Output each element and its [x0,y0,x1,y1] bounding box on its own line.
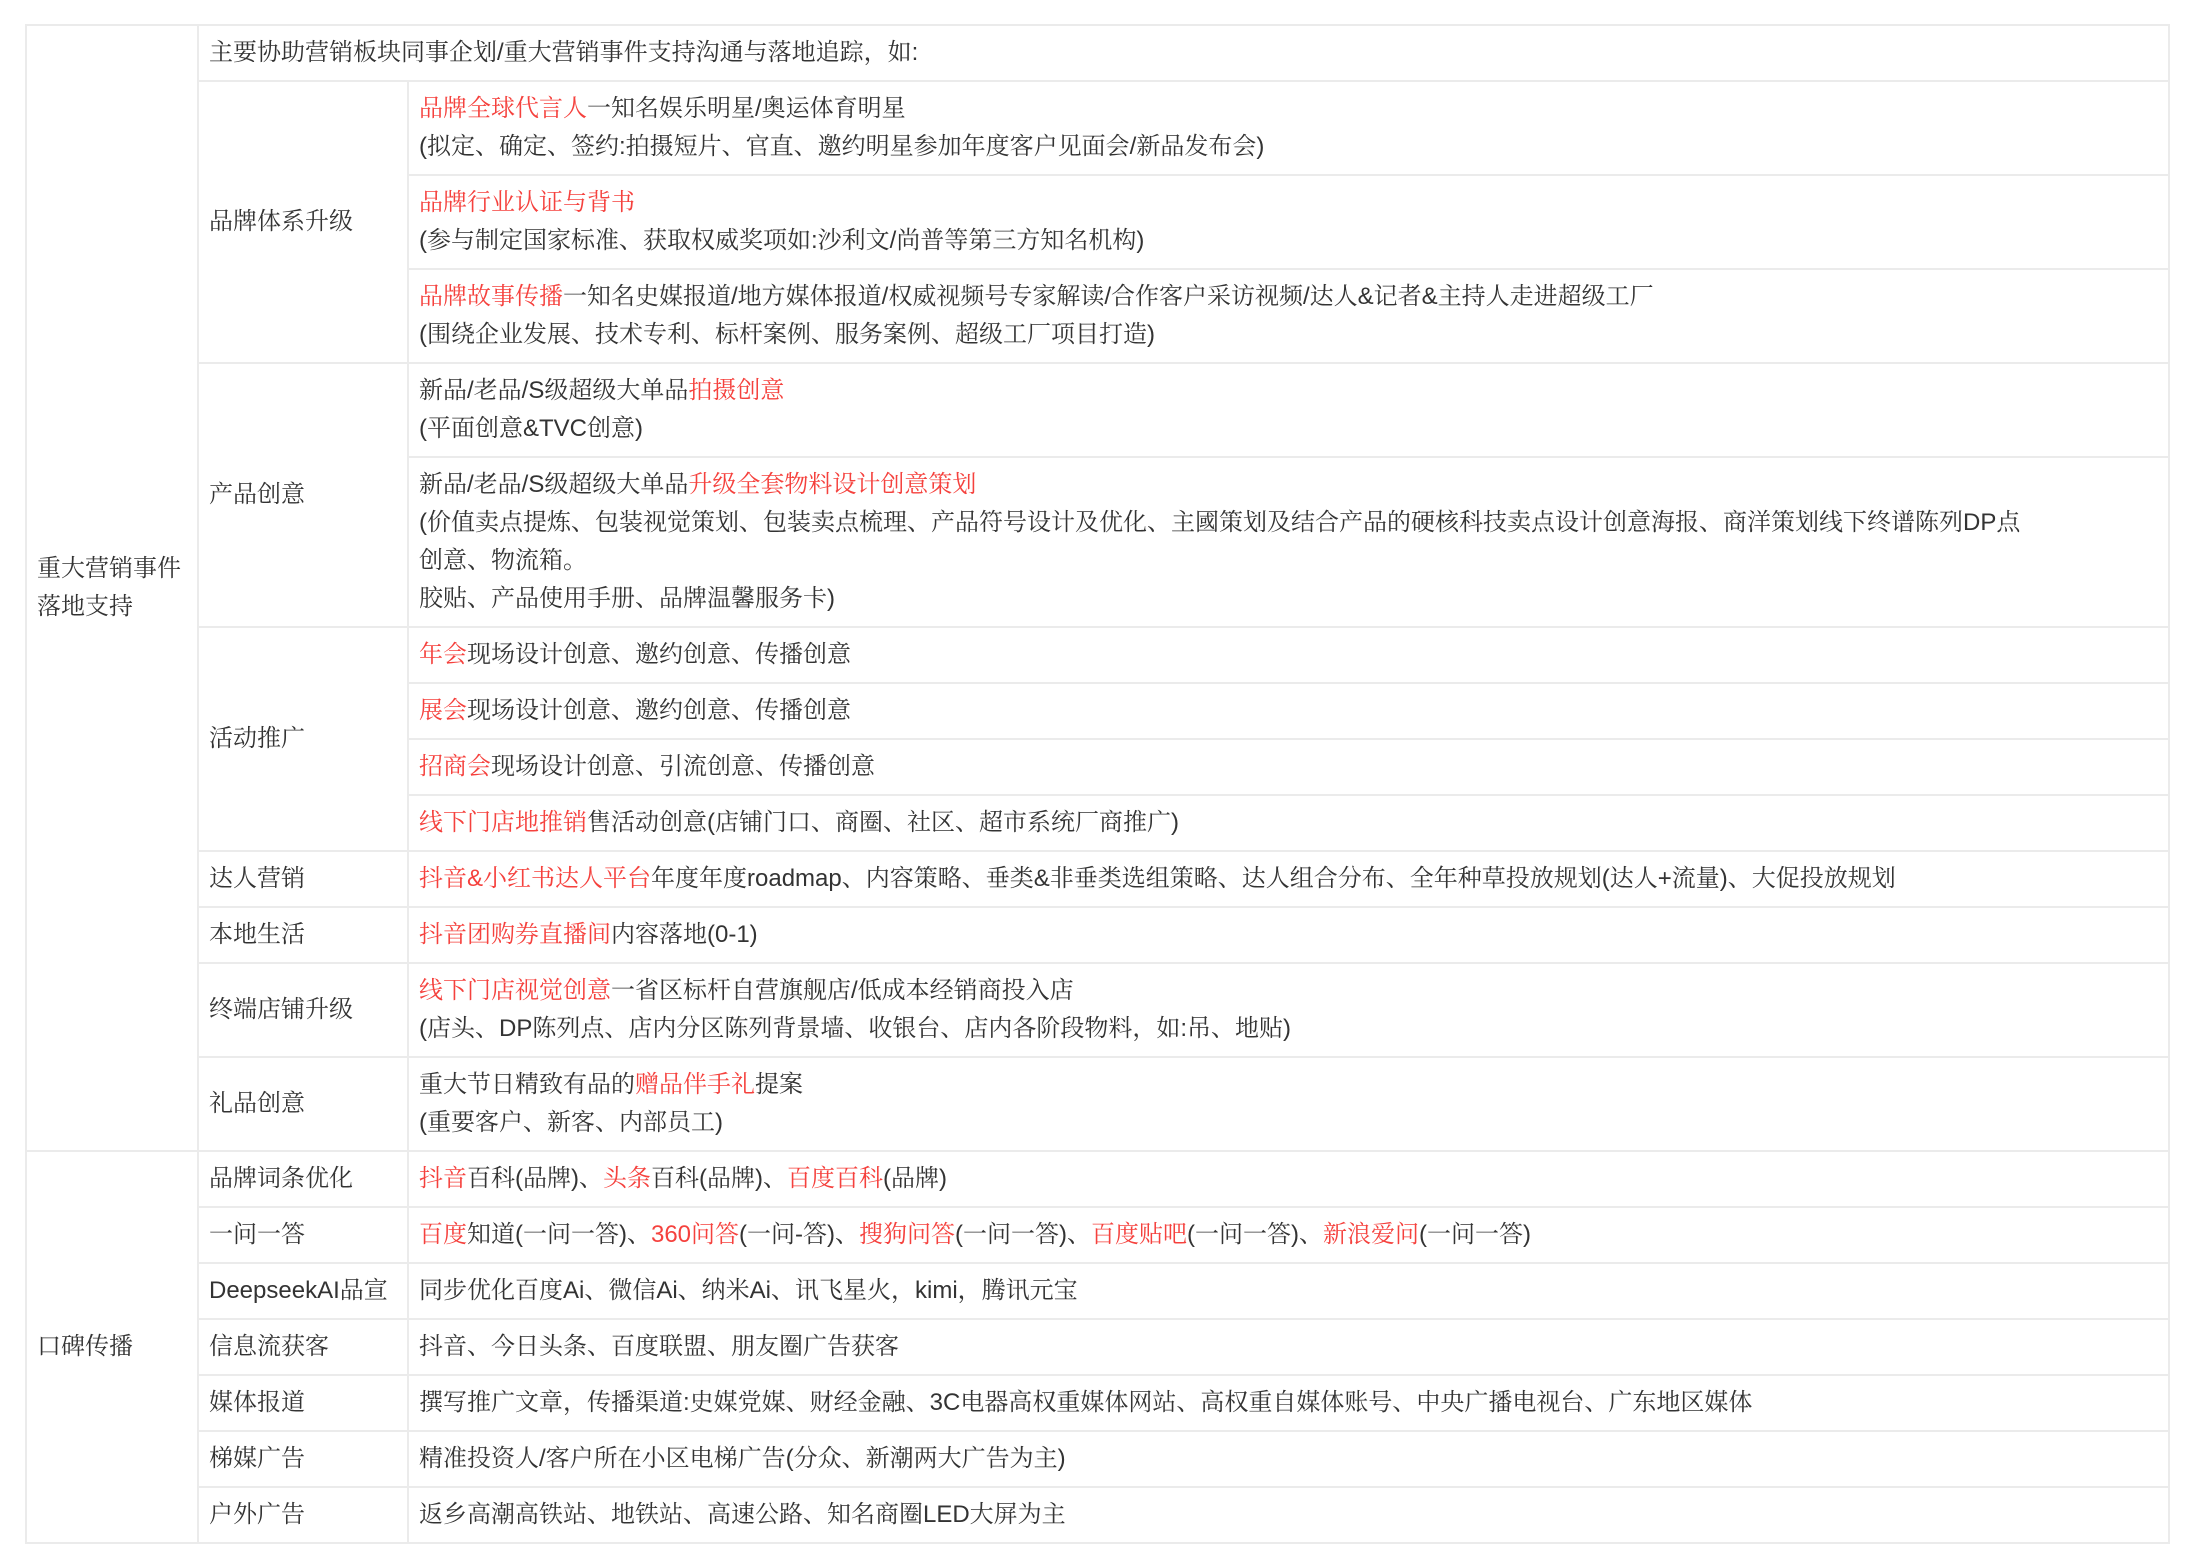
highlight-text: 品牌行业认证与背书 [419,189,635,216]
detail-line [419,1272,2158,1310]
item-detail-cell [408,1151,2169,1207]
intro-row [26,25,2169,81]
table-row [26,1319,2169,1375]
detail-text: 百科(品牌)、 [650,1165,787,1192]
item-detail-cell [408,269,2169,363]
highlight-text: 品牌全球代言人 [419,95,587,122]
category-label: DeepseekAI品宣 [198,1263,408,1319]
item-detail-cell [408,795,2169,851]
detail-line [419,804,2158,842]
category-label: 媒体报道 [198,1375,408,1431]
detail-text: 胶贴、产品使用手册、品牌温馨服务卡) [419,585,835,612]
table-row [26,1207,2169,1263]
item-detail-cell [408,1263,2169,1319]
table-row [26,627,2169,683]
category-label: 达人营销 [198,851,408,907]
detail-text: 知道(一问一答)、 [467,1221,651,1248]
detail-text: (一问-答)、 [739,1221,860,1248]
detail-text: 一省区标杆自营旗舰店/低成本经销商投入店 [611,977,1074,1004]
detail-text: 精准投资人/客户所在小区电梯广告(分众、新潮两大广告为主) [419,1445,1066,1472]
detail-line [419,504,2158,542]
category-label: 梯媒广告 [198,1431,408,1487]
highlight-text: 品牌故事传播 [419,283,563,310]
detail-text: 重大节日精致有品的 [419,1071,635,1098]
category-label: 品牌体系升级 [198,81,408,363]
marketing-plan-table [25,24,2170,1544]
category-label: 活动推广 [198,627,408,851]
detail-line [419,316,2158,354]
detail-line [419,1496,2158,1534]
item-detail-cell [408,1431,2169,1487]
highlight-text: 抖音 [419,1165,467,1192]
detail-text: 一知名史媒报道/地方媒体报道/权威视频号专家解读/合作客户采访视频/达人&记者&主持人走进超级工厂 [563,283,1654,310]
section-label-cell [26,1151,198,1543]
item-detail-cell [408,363,2169,457]
intro-text: 主要协助营销板块同事企划/重大营销事件支持沟通与落地追踪，如: [198,25,2169,81]
detail-line [419,916,2158,954]
highlight-text: 展会 [419,697,467,724]
detail-text: 返乡高潮高铁站、地铁站、高速公路、知名商圈LED大屏为主 [419,1501,1066,1528]
detail-line [419,636,2158,674]
highlight-text: 抖音团购券直播间 [419,921,611,948]
category-label: 产品创意 [198,363,408,627]
item-detail-cell [408,851,2169,907]
category-label: 户外广告 [198,1487,408,1543]
highlight-text: 360问答 [650,1221,740,1248]
detail-text: 新品/老品/S级超级大单品 [419,377,689,404]
detail-text: 百科(品牌)、 [467,1165,603,1192]
detail-line [419,372,2158,410]
detail-line [419,1216,2158,1254]
highlight-text: 升级全套物料设计创意策划 [688,471,977,498]
table-row [26,1057,2169,1151]
table-row [26,81,2169,175]
item-detail-cell [408,1375,2169,1431]
detail-line [419,542,2158,580]
detail-line [419,410,2158,448]
highlight-text: 赠品伴手礼 [635,1071,755,1098]
table-row [26,851,2169,907]
detail-line [419,278,2158,316]
detail-text: 现场设计创意、邀约创意、传播创意 [467,697,851,724]
detail-line [419,1010,2158,1048]
detail-text: (一问一答) [1418,1221,1531,1248]
detail-line [419,222,2158,260]
detail-line [419,580,2158,618]
item-detail-cell [408,175,2169,269]
table-row [26,1375,2169,1431]
table-row [26,1263,2169,1319]
highlight-text: 年会 [419,641,467,668]
category-label: 本地生活 [198,907,408,963]
section-label: 口碑传播 [37,1333,133,1360]
table-row [26,963,2169,1057]
highlight-text: 百度贴吧 [1091,1221,1187,1248]
detail-line [419,1066,2158,1104]
detail-text: 内容落地(0-1) [611,921,758,948]
detail-text: (店头、DP陈列点、店内分区陈列背景墙、收银台、店内各阶段物料，如:吊、地贴) [419,1015,1291,1042]
detail-line [419,860,2158,898]
detail-line [419,692,2158,730]
detail-text: 创意、物流箱。 [419,547,587,574]
highlight-text: 拍摄创意 [688,377,785,404]
item-detail-cell [408,1057,2169,1151]
table-row [26,1487,2169,1543]
table-row [26,907,2169,963]
table-row [26,363,2169,457]
detail-line [419,1384,2158,1422]
category-label: 终端店铺升级 [198,963,408,1057]
item-detail-cell [408,81,2169,175]
highlight-text: 新浪爱问 [1322,1221,1419,1248]
category-label: 一问一答 [198,1207,408,1263]
detail-line [419,1104,2158,1142]
detail-text: (平面创意&TVC创意) [419,415,643,442]
detail-text: 售活动创意(店铺门口、商圈、社区、超市系统厂商推广) [587,809,1179,836]
table-row [26,1431,2169,1487]
detail-line [419,466,2158,504]
highlight-text: 百度 [419,1221,467,1248]
item-detail-cell [408,907,2169,963]
detail-line [419,972,2158,1010]
item-detail-cell [408,1319,2169,1375]
item-detail-cell [408,1487,2169,1543]
highlight-text: 搜狗问答 [859,1221,956,1248]
detail-text: 抖音、今日头条、百度联盟、朋友圈广告获客 [419,1333,899,1360]
section-label-cell [26,25,198,1151]
detail-text: (一问一答)、 [1187,1221,1323,1248]
detail-text: 提案 [755,1071,803,1098]
detail-text: 现场设计创意、引流创意、传播创意 [491,753,875,780]
detail-line [419,1160,2158,1198]
detail-text: 年度年度roadmap、内容策略、垂类&非垂类选组策略、达人组合分布、全年种草投放规划(达人+流量)、大促投放规划 [651,865,1896,892]
item-detail-cell [408,627,2169,683]
item-detail-cell [408,457,2169,627]
category-label: 信息流获客 [198,1319,408,1375]
detail-text: (重要客户、新客、内部员工) [419,1109,723,1136]
item-detail-cell [408,1207,2169,1263]
detail-text: 撰写推广文章，传播渠道:史媒党媒、财经金融、3C电器高权重媒体网站、高权重自媒体账号、中央广播电视台、广东地区媒体 [419,1389,1753,1416]
highlight-text: 线下门店地推销 [419,809,587,836]
highlight-text: 线下门店视觉创意 [419,977,611,1004]
highlight-text: 招商会 [419,753,491,780]
item-detail-cell [408,963,2169,1057]
detail-text: (价值卖点提炼、包装视觉策划、包装卖点梳理、产品符号设计及优化、主國策划及结合产品的硬核科技卖点设计创意海报、商洋策划线下终谱陈列DP点 [419,509,2021,536]
highlight-text: 头条 [602,1165,651,1192]
detail-text: (参与制定国家标准、获取权威奖项如:沙利文/尚普等第三方知名机构) [419,227,1145,254]
detail-line [419,748,2158,786]
category-label: 品牌词条优化 [198,1151,408,1207]
category-label: 礼品创意 [198,1057,408,1151]
detail-line [419,1440,2158,1478]
detail-text: 新品/老品/S级超级大单品 [419,471,689,498]
detail-text: (品牌) [882,1165,947,1192]
item-detail-cell [408,683,2169,739]
section-label: 重大营销事件 [37,555,181,582]
detail-line [419,128,2158,166]
detail-text: 一知名娱乐明星/奥运体育明星 [587,95,906,122]
item-detail-cell [408,739,2169,795]
section-label: 落地支持 [37,593,133,620]
detail-text: (一问一答)、 [955,1221,1091,1248]
detail-line [419,90,2158,128]
detail-text: 同步优化百度Ai、微信Ai、纳米Ai、讯飞星火，kimi，腾讯元宝 [419,1277,1078,1304]
detail-text: 现场设计创意、邀约创意、传播创意 [467,641,851,668]
highlight-text: 百度百科 [786,1165,883,1192]
highlight-text: 抖音&小红书达人平台 [419,865,652,892]
detail-text: (拟定、确定、签约:拍摄短片、官直、邀约明星参加年度客户见面会/新品发布会) [419,133,1265,160]
detail-line [419,184,2158,222]
detail-text: (围绕企业发展、技术专利、标杆案例、服务案例、超级工厂项目打造) [419,321,1155,348]
detail-line [419,1328,2158,1366]
table-row [26,1151,2169,1207]
